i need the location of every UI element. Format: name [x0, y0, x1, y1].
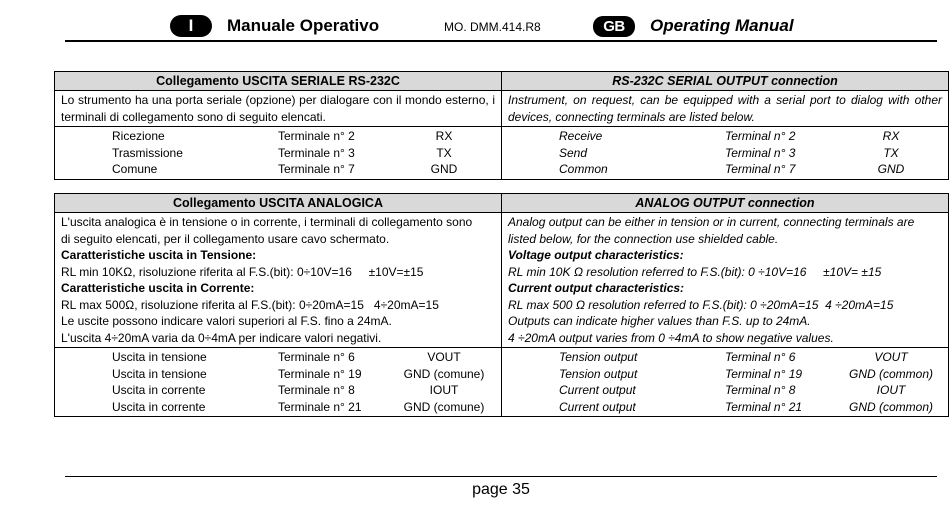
- italian-flag-badge: I: [170, 15, 212, 37]
- footer-divider: [65, 476, 937, 477]
- english-flag-badge: GB: [593, 16, 635, 37]
- terminal-row: [55, 128, 501, 145]
- title-english: Operating Manual: [650, 16, 794, 35]
- terminal-number: Terminal n° 8: [725, 383, 796, 397]
- description-line: RL max 500Ω, risoluzione riferita al F.S.(bit): 0÷20mA=15 4÷20mA=15: [61, 297, 439, 312]
- terminal-row: [502, 128, 948, 145]
- analog-description-it-cell: [55, 213, 502, 348]
- terminal-number: Terminale n° 3: [278, 145, 355, 160]
- terminal-function: Uscita in corrente: [112, 383, 206, 397]
- document-code: MO. DMM.414.R8: [444, 20, 541, 34]
- analog-description-en-cell: [502, 213, 949, 348]
- terminal-signal: GND (comune): [403, 366, 485, 381]
- analog-terminals-en: [502, 348, 949, 417]
- serial-description-it-cell: [55, 91, 502, 127]
- serial-terminals-it: [55, 127, 502, 180]
- analog-terminals-it: [55, 348, 502, 417]
- description-line: listed below, for the connection use shielded cable.: [508, 231, 779, 246]
- terminal-row: [502, 382, 948, 399]
- terminal-signal: GND: [877, 162, 905, 176]
- terminal-row: [502, 145, 948, 162]
- terminal-row: [502, 349, 948, 366]
- section-subheading: Caratteristiche uscita in Tensione:: [61, 248, 257, 262]
- terminal-row: [502, 399, 948, 416]
- description-line: Le uscite possono indicare valori superiori al F.S. fino a 24mA.: [61, 314, 392, 328]
- terminal-function: Comune: [112, 162, 158, 176]
- description-line: Outputs can indicate higher values than F.S. up to 24mA.: [508, 314, 811, 328]
- terminal-row: [502, 161, 948, 178]
- terminal-signal: RX: [435, 129, 453, 143]
- serial-description-it: Lo strumento ha una porta seriale (opzione) per dialogare con il mondo esterno, i terminali di collegamento sono di seguito elencati.: [61, 93, 495, 124]
- description-line: L'uscita analogica è in tensione o in corrente, i terminali di collegamento sono: [61, 215, 473, 229]
- terminal-function: Tension output: [559, 350, 638, 364]
- terminal-signal: TX: [883, 145, 899, 160]
- description-line: RL min 10K Ω resolution referred to F.S.(bit): 0 ÷10V=16 ±10V= ±15: [508, 264, 882, 279]
- terminal-row: [55, 399, 501, 416]
- page-number: page 35: [472, 481, 530, 498]
- terminal-function: Current output: [559, 383, 636, 397]
- terminal-number: Terminale n° 7: [278, 162, 355, 176]
- terminal-signal: VOUT: [427, 350, 461, 364]
- description-line: Analog output can be either in tension or in current, connecting terminals are: [508, 215, 915, 229]
- serial-description-en-cell: [502, 91, 949, 127]
- description-line: 4 ÷20mA output varies from 0 ÷4mA to show negative values.: [508, 330, 834, 345]
- serial-title-en: RS-232C SERIAL OUTPUT connection: [502, 72, 949, 91]
- title-italian: Manuale Operativo: [227, 16, 380, 35]
- terminal-signal: GND (common): [848, 366, 933, 381]
- terminal-row: [55, 382, 501, 399]
- section-subheading: Voltage output characteristics:: [508, 248, 684, 262]
- terminal-function: Receive: [559, 129, 603, 143]
- terminal-row: [55, 349, 501, 366]
- terminal-number: Terminale n° 21: [278, 399, 362, 414]
- terminal-function: Tension output: [559, 366, 638, 381]
- terminal-row: [55, 145, 501, 162]
- terminal-number: Terminal n° 2: [725, 129, 796, 143]
- terminal-signal: IOUT: [429, 383, 459, 397]
- terminal-number: Terminal n° 3: [725, 145, 796, 160]
- serial-terminals-en: [502, 127, 949, 180]
- terminal-function: Uscita in tensione: [112, 366, 207, 381]
- terminal-number: Terminale n° 2: [278, 129, 355, 143]
- description-line: L'uscita 4÷20mA varia da 0÷4mA per indicare valori negativi.: [61, 330, 382, 345]
- terminal-row: [55, 366, 501, 383]
- description-line: RL min 10KΩ, risoluzione riferita al F.S.(bit): 0÷10V=16 ±10V=±15: [61, 264, 424, 279]
- terminal-function: Uscita in corrente: [112, 399, 206, 414]
- terminal-number: Terminale n° 8: [278, 383, 355, 397]
- terminal-number: Terminale n° 6: [278, 350, 355, 364]
- analog-title-en: ANALOG OUTPUT connection: [502, 194, 949, 213]
- terminal-signal: TX: [436, 145, 452, 160]
- section-subheading: Caratteristiche uscita in Corrente:: [61, 281, 255, 295]
- analog-output-table: [54, 193, 949, 417]
- terminal-row: [55, 161, 501, 178]
- terminal-signal: VOUT: [874, 350, 908, 364]
- terminal-number: Terminal n° 21: [725, 399, 803, 414]
- header-divider: [65, 40, 937, 42]
- description-line: di seguito elencati, per il collegamento usare cavo schermato.: [61, 231, 390, 246]
- terminal-signal: GND: [430, 162, 458, 176]
- terminal-signal: GND (comune): [403, 399, 485, 414]
- terminal-signal: IOUT: [876, 383, 906, 397]
- serial-title-it: Collegamento USCITA SERIALE RS-232C: [55, 72, 502, 91]
- serial-description-en: Instrument, on request, can be equipped with a serial port to dialog with other devices, connecting terminals are listed below.: [508, 93, 942, 124]
- terminal-number: Terminal n° 7: [725, 162, 796, 176]
- analog-title-it: Collegamento USCITA ANALOGICA: [55, 194, 502, 213]
- serial-output-table: [54, 71, 949, 180]
- terminal-number: Terminale n° 19: [278, 366, 362, 381]
- terminal-function: Ricezione: [112, 129, 165, 143]
- terminal-signal: RX: [882, 129, 900, 143]
- terminal-number: Terminal n° 6: [725, 350, 796, 364]
- terminal-signal: GND (common): [848, 399, 933, 414]
- terminal-function: Trasmissione: [112, 145, 183, 160]
- terminal-function: Current output: [559, 399, 636, 414]
- terminal-function: Common: [559, 162, 608, 176]
- terminal-function: Uscita in tensione: [112, 350, 207, 364]
- terminal-number: Terminal n° 19: [725, 366, 803, 381]
- terminal-function: Send: [559, 145, 588, 160]
- description-line: RL max 500 Ω resolution referred to F.S.(bit): 0 ÷20mA=15 4 ÷20mA=15: [508, 297, 894, 312]
- terminal-row: [502, 366, 948, 383]
- section-subheading: Current output characteristics:: [508, 281, 685, 295]
